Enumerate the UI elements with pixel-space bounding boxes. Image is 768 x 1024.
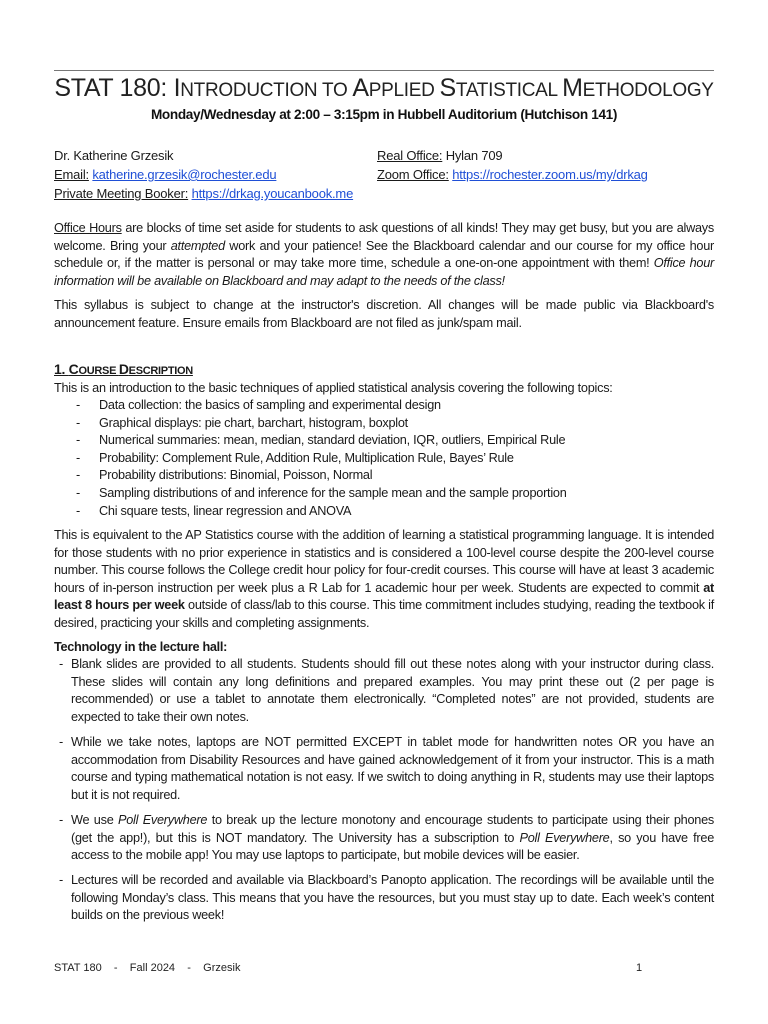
list-item: - Sampling distributions of and inference for the sample mean and the sample proportion: [76, 485, 567, 500]
title-word: APPLIED: [352, 74, 440, 102]
real-office: Real Office: Hylan 709: [377, 148, 503, 163]
list-item: - Numerical summaries: mean, median, standard deviation, IQR, outliers, Empirical Rule: [76, 433, 566, 448]
meeting-booker: Private Meeting Booker: https://drkag.youcanbook.me: [54, 186, 354, 201]
course-code: STAT 180:: [54, 74, 174, 102]
page-footer: STAT 180 - Fall 2024 - Grzesik 1: [54, 962, 643, 974]
technology-item: - Blank slides are provided to all students. Students should fill out these notes along with your instructor during class. These slides will contain any long definitions and prepared examples. You may print these out (2 per page is recommended) or use a tablet to annotate them electronically. “Completed notes” are not provided, students are expected to take their own notes.: [59, 657, 714, 724]
list-item: - Graphical displays: pie chart, barchart, histogram, boxplot: [76, 415, 408, 430]
booker-link[interactable]: https://drkag.youcanbook.me: [191, 186, 354, 201]
title-word: STATISTICAL: [439, 74, 563, 102]
list-item: - Probability distributions: Binomial, Poisson, Normal: [76, 468, 373, 483]
technology-item: - Lectures will be recorded and available via Blackboard’s Panopto application. The recordings will be available until the following Monday’s class. This means that you have the resources, but you must stay up to date. Each week’s content builds on the previous week!: [59, 873, 714, 923]
section-heading-course-description: 1. COURSE DESCRIPTION: [54, 361, 193, 377]
page-title: [54, 74, 714, 103]
office-hours-paragraph: Office Hours are blocks of time set aside for students to ask questions of all kinds! They may get busy, but you are always welcome. Bring your attempted work and your patience! See the Blackboard calendar and our course for my office hour schedule or, if the matter is personal or may take more time, schedule a one-on-one appointment with them! Office hour information will be available on Blackboard and may adapt to the needs of the class!: [54, 221, 715, 288]
course-intro: This is an introduction to the basic techniques of applied statistical analysis covering the following topics:: [54, 381, 613, 395]
title-word: INTRODUCTION: [173, 74, 322, 102]
list-item: - Chi square tests, linear regression and ANOVA: [76, 503, 352, 518]
technology-item: - We use Poll Everywhere to break up the lecture monotony and encourage students to participate using their phones (get the app!), but this is NOT mandatory. The University has a subscription to Poll Everywhere, so you have free access to the mobile app! You may use laptops to participate, but mobile devices will be easier.: [59, 813, 714, 863]
topics-list: [54, 397, 714, 520]
schedule-subtitle: Monday/Wednesday at 2:00 – 3:15pm in Hubbell Auditorium (Hutchison 141): [150, 107, 618, 122]
email-link[interactable]: katherine.grzesik@rochester.edu: [92, 167, 277, 182]
syllabus-change-note: This syllabus is subject to change at the instructor's discretion. All changes will be made public via Blackboard's announcement feature. Ensure emails from Blackboard are not filed as junk/spam mail.: [54, 298, 714, 330]
zoom-office: Zoom Office: https://rochester.zoom.us/my/drkag: [377, 167, 648, 182]
list-item: - Probability: Complement Rule, Addition Rule, Multiplication Rule, Bayes’ Rule: [76, 450, 514, 465]
title-word: TO: [321, 80, 353, 101]
page-number: 1: [636, 962, 643, 974]
list-item: - Data collection: the basics of sampling and experimental design: [76, 398, 441, 412]
contact-block: [54, 146, 714, 203]
technology-item: - While we take notes, laptops are NOT permitted EXCEPT in tablet mode for handwritten notes OR you have an accommodation from Disability Resources and have gained acknowledgement of it from your instructor. This is a math course and typing mathematical notation is not easy. If we switch to doing anything in R, students may use their laptops but it is not required.: [59, 735, 714, 802]
technology-heading: Technology in the lecture hall:: [54, 640, 228, 654]
zoom-link[interactable]: https://rochester.zoom.us/my/drkag: [452, 167, 648, 182]
instructor-name: Dr. Katherine Grzesik: [54, 148, 174, 163]
email: Email: katherine.grzesik@rochester.edu: [54, 167, 277, 182]
top-rule: [54, 70, 714, 71]
title-word: METHODOLOGY: [562, 74, 714, 102]
course-equivalence-paragraph: This is equivalent to the AP Statistics course with the addition of learning a statistical programming language. It is intended for those students with no prior experience in statistics and is considered a 100-level course despite the 200-level course number. This course follows the College credit hour policy for four-credit courses. This course will have at least 3 academic hours of in-person instruction per week plus a R Lab for 1 academic hour per week. Students are expected to commit at least 8 hours per week outside of class/lab to this course. This time commitment includes studying, reading the textbook if desired, practicing your skills and completing assignments.: [54, 528, 714, 630]
